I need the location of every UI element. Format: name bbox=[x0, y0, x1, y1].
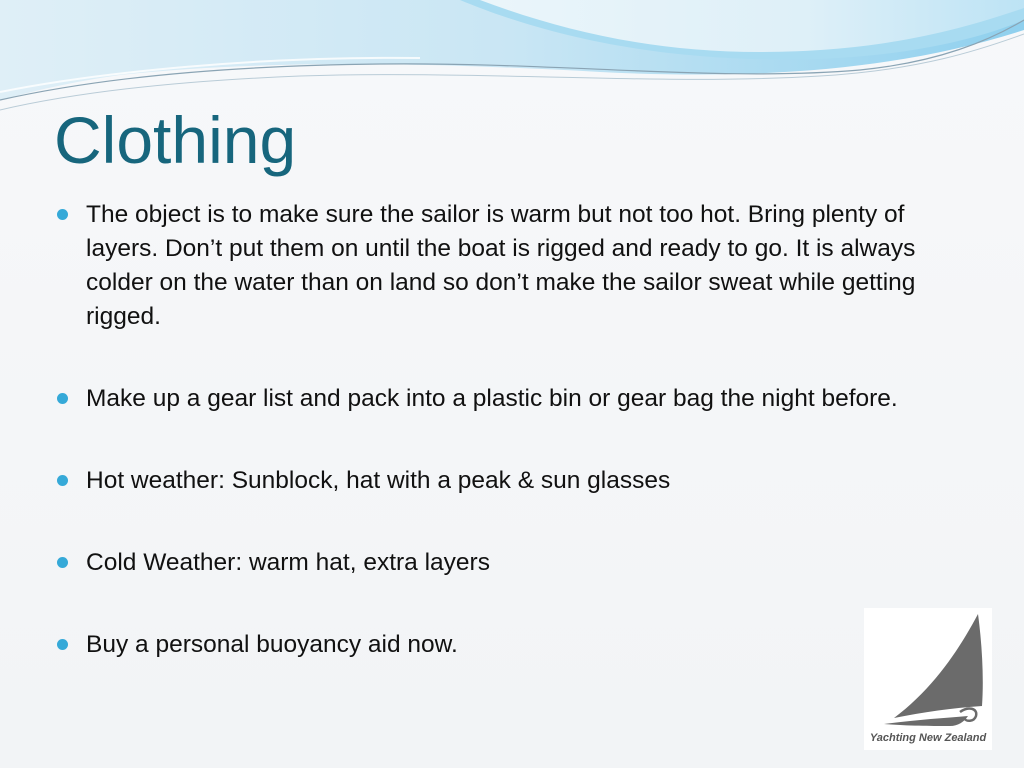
list-item bbox=[52, 628, 952, 662]
bullet-dot-icon bbox=[57, 209, 68, 220]
bullet-dot-icon bbox=[57, 475, 68, 486]
bullet-text: Make up a gear list and pack into a plastic bin or gear bag the night before. bbox=[86, 385, 898, 412]
bullet-list bbox=[52, 198, 952, 710]
logo-text: Yachting New Zealand bbox=[869, 732, 987, 744]
bullet-text: Buy a personal buoyancy aid now. bbox=[86, 631, 458, 658]
bullet-dot-icon bbox=[57, 639, 68, 650]
sail-icon bbox=[864, 608, 992, 750]
slide-title: Clothing bbox=[54, 103, 297, 177]
bullet-text: The object is to make sure the sailor is warm but not too hot. Bring plenty of layers. Don’t put them on until the boat is rigged and ready to go. It is always colder on the water than on land so don’t make the sailor sweat while getting rigged. bbox=[86, 201, 916, 330]
list-item bbox=[52, 546, 952, 580]
bullet-text: Cold Weather: warm hat, extra layers bbox=[86, 549, 490, 576]
bullet-dot-icon bbox=[57, 393, 68, 404]
bullet-text: Hot weather: Sunblock, hat with a peak & sun glasses bbox=[86, 467, 671, 494]
list-item bbox=[52, 382, 952, 416]
list-item bbox=[52, 464, 952, 498]
list-item bbox=[52, 198, 952, 334]
yachting-nz-logo bbox=[864, 608, 992, 750]
bullet-dot-icon bbox=[57, 557, 68, 568]
